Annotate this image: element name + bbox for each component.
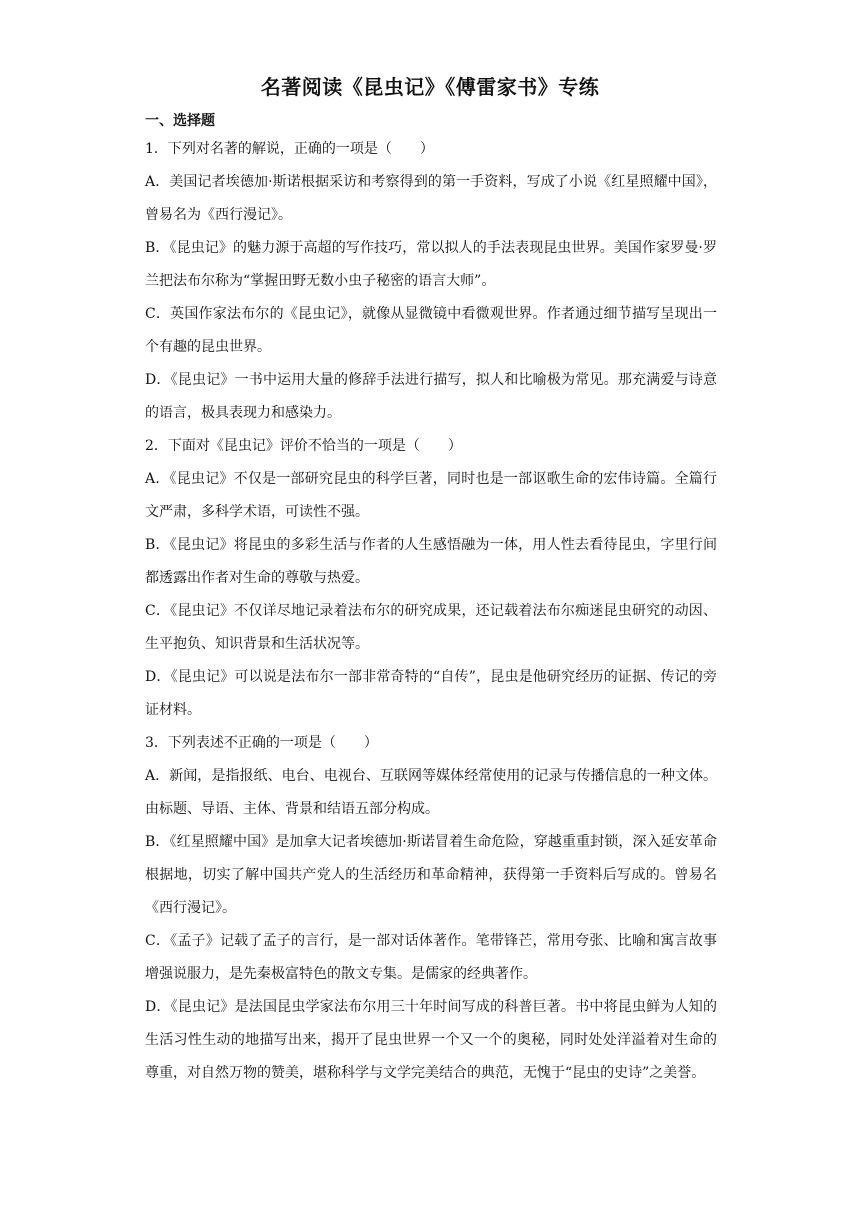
option-c: C．《孟子》记载了孟子的言行，是一部对话体著作。笔带锋芒，常用夸张、比喻和寓言故事增强说服力，是先秦极富特色的散文专集。是儒家的经典著作。 — [145, 933, 717, 982]
question-stem: 2．下面对《昆虫记》评价不恰当的一项是（ ） — [145, 438, 462, 454]
option-a: A．《昆虫记》不仅是一部研究昆虫的科学巨著，同时也是一部讴歌生命的宏伟诗篇。全篇行文严肃，多科学术语，可读性不强。 — [145, 471, 717, 520]
question-list — [145, 133, 717, 1090]
option-d: D．《昆虫记》是法国昆虫学家法布尔用三十年时间写成的科普巨著。书中将昆虫鲜为人知的生活习性生动的地描写出来，揭开了昆虫世界一个又一个的奥秘，同时处处洋溢着对生命的尊重，对自然万物的赞美，堪称科学与文学完美结合的典范，无愧于“昆虫的史诗”之美誉。 — [145, 999, 717, 1081]
option-a: A．新闻，是指报纸、电台、电视台、互联网等媒体经常使用的记录与传播信息的一种文体。由标题、导语、主体、背景和结语五部分构成。 — [145, 768, 717, 817]
question-stem: 3．下列表述不正确的一项是（ ） — [145, 735, 378, 751]
option-d: D．《昆虫记》一书中运用大量的修辞手法进行描写，拟人和比喻极为常见。那充满爱与诗意的语言，极具表现力和感染力。 — [145, 372, 717, 421]
option-c: C．《昆虫记》不仅详尽地记录着法布尔的研究成果，还记载着法布尔痴迷昆虫研究的动因、生平抱负、知识背景和生活状况等。 — [145, 603, 717, 652]
option-b: B．《红星照耀中国》是加拿大记者埃德加·斯诺冒着生命危险，穿越重重封锁，深入延安革命根据地，切实了解中国共产党人的生活经历和革命精神，获得第一手资料后写成的。曾易名《西行漫记》。 — [145, 834, 717, 916]
option-c: C．英国作家法布尔的《昆虫记》，就像从显微镜中看微观世界。作者通过细节描写呈现出一个有趣的昆虫世界。 — [145, 306, 717, 355]
option-b: B．《昆虫记》将昆虫的多彩生活与作者的人生感悟融为一体，用人性去看待昆虫，字里行间都透露出作者对生命的尊敬与热爱。 — [145, 537, 717, 586]
option-d: D．《昆虫记》可以说是法布尔一部非常奇特的“自传”，昆虫是他研究经历的证据、传记的旁证材料。 — [145, 669, 717, 718]
question-stem: 1．下列对名著的解说，正确的一项是（ ） — [145, 141, 434, 157]
page-title: 名著阅读《昆虫记》《傅雷家书》专练 — [260, 75, 600, 99]
option-b: B．《昆虫记》的魅力源于高超的写作技巧，常以拟人的手法表现昆虫世界。美国作家罗曼·罗兰把法布尔称为“掌握田野无数小虫子秘密的语言大师”。 — [145, 240, 717, 289]
section-heading: 一、选择题 — [145, 113, 215, 129]
option-a: A．美国记者埃德加·斯诺根据采访和考察得到的第一手资料，写成了小说《红星照耀中国》，曾易名为《西行漫记》。 — [145, 174, 717, 223]
